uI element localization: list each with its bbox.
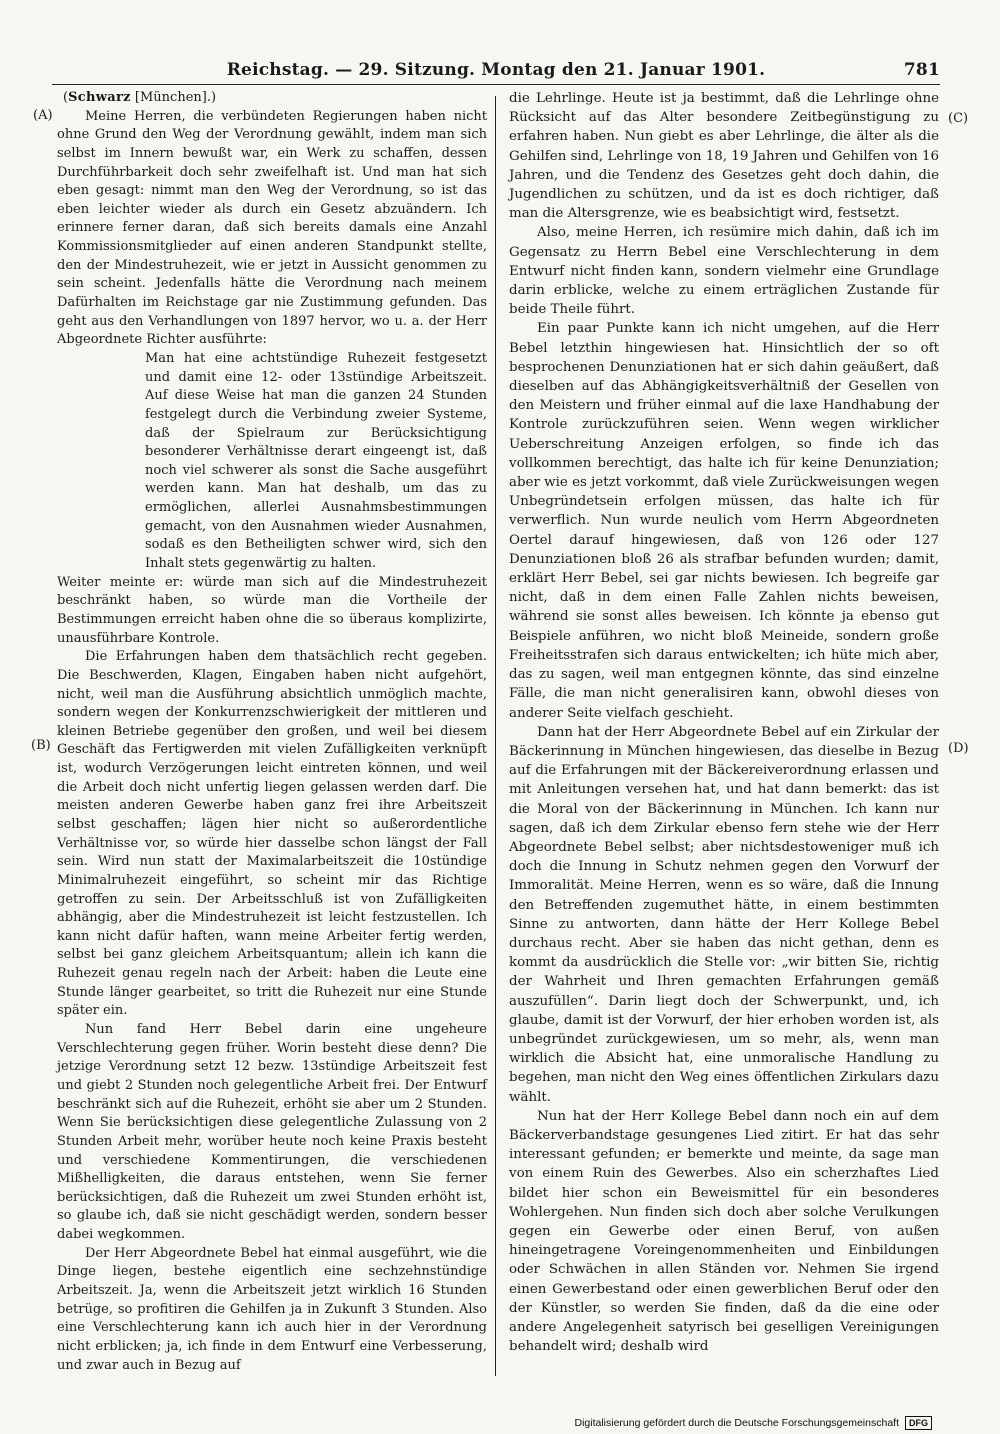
- paragraph: Der Herr Abgeordnete Bebel hat einmal ausgeführt, wie die Dinge liegen, bestehe eigentlich eine sechzehnstündige Arbeitszeit. Ja, wenn die Arbeitszeit jetzt wirklich 16 Stunden betrüge, so profitiren die Gehilfen ja in Zukunft 3 Stunden. Also eine Verschlechterung kann ich auch hier in der Verordnung nicht erblicken; ja, ich finde in dem Entwurf eine Verbesserung, und zwar auch in Bezug auf: [57, 1245, 487, 1373]
- paragraph: die Lehrlinge. Heute ist ja bestimmt, daß die Lehrlinge ohne Rücksicht auf das Alter besondere Zeitbegünstigung zu erfahren haben. Nun giebt es aber Lehrlinge, die älter als die Gehilfen sind, Lehrlinge von 18, 19 Jahren und Gehilfen von 16 Jahren, und die Tendenz des Gesetzes geht doch dahin, die Jugendlichen zu schützen, und da ist es doch richtiger, daß man die Altersgrenze, wie es beabsichtigt wird, festsetzt.: [509, 91, 939, 222]
- paragraph: Meine Herren, die verbündeten Regierungen haben nicht ohne Grund den Weg der Verordnung gewählt, indem man sich selbst im Innern bewußt war, ein Werk zu schaffen, dessen Durchführbarkeit doch sehr zweifelhaft ist. Und man hat sich eben gesagt: nimmt man den Weg der Verordnung, so ist das eben leichter wieder als durch ein Gesetz abzuändern. Ich erinnere ferner daran, daß sich bereits damals eine Anzahl Kommissionsmitglieder auf einen anderen Standpunkt stellte, den der Mindestruhezeit, wie er jetzt in Aussicht genommen zu sein scheint. Jedenfalls hätte die Verordnung nach meinem Dafürhalten im Reichstage gar nie Zustimmung gefunden. Das geht aus den Verhandlungen von 1897 hervor, wo u. a. der Herr Abgeordnete Richter ausführte:: [57, 108, 487, 348]
- header-title: Reichstag. — 29. Sitzung. Montag den 21. Januar 1901.: [226, 60, 766, 80]
- page-number: 781: [903, 60, 940, 80]
- left-column: [57, 89, 487, 1375]
- paragraph: Ein paar Punkte kann ich nicht umgehen, auf die Herr Bebel letzthin hingewiesen hat. Hinsichtlich der so oft besprochenen Denunziationen hat er sich dahin geäußert, daß dieselben auf das Abhängigkeitsverhältniß der Gesellen von den Meistern und früher einmal auf die laxe Handhabung der Kontrole zurückzuführen seien. Wenn wegen wirklicher Ueberschreitung Anzeigen erfolgen, so finde ich das vollkommen berechtigt, das halte ich für keine Denunziation; aber wie es jetzt vorkommt, daß viele Zurückweisungen wegen Unbegründetsein erfolgen müssen, das halte ich für verwerflich. Nun wurde neulich vom Herrn Abgeordneten Oertel darauf hingewiesen, daß von 126 oder 127 Denunziationen bloß 26 als strafbar befunden wurden; damit, erklärt Herr Bebel, sei gar nichts bewiesen. Ich begreife gar nicht, daß in dem einen Falle Zahlen nichts beweisen, während sie sonst alles beweisen. Ich könnte ja ebenso gut Beispiele anführen, wo nicht bloß Meineide, sondern große Freiheitsstrafen sich daraus entwickelten; ich hüte mich aber, das zu sagen, weil man entgegnen könnte, das sind einzelne Fälle, die man nicht generalisiren kann, obwohl dieses von anderer Seite vielfach geschieht.: [509, 321, 939, 721]
- paragraph: Nun fand Herr Bebel darin eine ungeheure Verschlechterung gegen früher. Worin besteht diese denn? Die jetzige Verordnung setzt 12 bezw. 13stündige Arbeitszeit fest und giebt 2 Stunden noch gelegentliche Arbeit frei. Der Entwurf beschränkt sich auf die Ruhezeit, erhöht sie aber um 2 Stunden. Wenn Sie berücksichtigen diese gelegentliche Zulassung von 2 Stunden Arbeit mehr, worüber heute noch keine Praxis besteht und verschiedene Kommentirungen, die verschiedenen Mißhelligkeiten, die daraus entstehen, wenn Sie ferner berücksichtigen, daß die Ruhezeit um zwei Stunden erhöht ist, so glaube ich, daß sie nicht geschädigt werden, sondern besser dabei wegkommen.: [57, 1022, 487, 1243]
- header-rule: [52, 84, 940, 85]
- footer-credit: Digitalisierung gefördert durch die Deutsche Forschungsgemeinschaft: [574, 1417, 899, 1429]
- paragraph: Dann hat der Herr Abgeordnete Bebel auf ein Zirkular der Bäckerinnung in München hingewiesen, das dieselbe in Bezug auf die Erfahrungen mit der Bäckereiverordnung erlassen und mit Anleitungen versehen hat, und hat dann bemerkt: das ist die Moral von der Bäckerinnung in München. Ich kann nur sagen, daß ich dem Zirkular ebenso fern stehe wie der Herr Abgeordnete Bebel selbst; aber nichtsdestoweniger muß ich doch die Innung in Schutz nehmen gegen den Vorwurf der Immoralität. Meine Herren, wenn es so wäre, daß die Innung den Betreffenden zugemuthet hätte, in einem bestimmten Sinne zu antworten, dann hätte der Herr Kollege Bebel durchaus recht. Aber sie haben das nicht gethan, denn es kommt da ausdrücklich die Stelle vor: „wir bitten Sie, richtig der Wahrheit und Ihren gemachten Erfahrungen gemäß auszufüllen“. Darin liegt doch der Schwerpunkt, und, ich glaube, damit ist der Vorwurf, der hier erhoben worden ist, als unbegründet zurückgewiesen, um so mehr, als, wenn man wirklich die Absicht hat, eine unmoralische Handlung zu begehen, man nicht den Weg eines öffentlichen Zirkulars dazu wählt.: [509, 724, 939, 1105]
- block-quote: Man hat eine achtstündige Ruhezeit festgesetzt und damit eine 12- oder 13stündige Arbeitszeit. Auf diese Weise hat man die ganzen 24 Stunden festgelegt durch die Verbindung zweier Systeme, daß der Spielraum zur Berücksichtigung besonderer Verhältnisse derart eingeengt ist, daß noch viel schwerer als sonst die Sache ausgeführt werden kann. Man hat deshalb, um das zu ermöglichen, allerlei Ausnahmsbestimmungen gemacht, von den Ausnahmen wieder Ausnahmen, sodaß es den Betheiligten schwer wird, sich den Inhalt stets gegenwärtig zu halten.: [145, 350, 487, 572]
- paragraph: Nun hat der Herr Kollege Bebel dann noch ein auf dem Bäckerverbandstage gesungenes Lied zitirt. Er hat das sehr interessant gefunden; er bemerkte und meinte, da sage man von einem Ruin des Gewerbes. Also ein scherzhaftes Lied bildet hier schon ein Beweismittel für ein besonderes Wohlergehen. Nun finden sich doch aber solche Verulkungen gegen ein Gewerbe oder einen Beruf, von außen hineingetragene Voreingenommenheiten und Einbildungen oder Schwächen in allen Ständen vor. Nehmen Sie irgend einen Gewerbestand oder einen gewerblichen Beruf oder den der Künstler, so werden Sie finden, daß da die eine oder andere Angelegenheit satyrisch bei geselligen Vereinigungen behandelt wird; deshalb wird: [509, 1108, 939, 1355]
- margin-mark-d: (D): [948, 741, 969, 756]
- margin-mark-a: (A): [33, 108, 53, 123]
- page-footer: [574, 1416, 932, 1430]
- margin-mark-c: (C): [948, 111, 969, 126]
- page-header: [52, 60, 940, 86]
- speaker-name: Schwarz: [68, 90, 131, 105]
- paragraph: Weiter meinte er: würde man sich auf die Mindestruhezeit beschränkt haben, so würde man die Vortheile der Bestimmungen erreicht haben ohne die so überaus komplizirte, unausführbare Kontrole.: [57, 574, 487, 646]
- speaker-place: [München].): [134, 90, 217, 105]
- paragraph: Also, meine Herren, ich resümire mich dahin, daß ich im Gegensatz zu Herrn Bebel eine Verschlechterung in dem Entwurf nicht finden kann, sondern vielmehr eine Grundlage darin erblicke, welche zu einem erträglichen Zustande für beide Theile führt.: [509, 225, 939, 318]
- dfg-logo: DFG: [905, 1416, 932, 1430]
- column-divider: [495, 96, 496, 1376]
- speaker-line: (Schwarz [München].): [63, 90, 217, 105]
- margin-mark-b: (B): [31, 738, 51, 753]
- paragraph: Die Erfahrungen haben dem thatsächlich recht gegeben. Die Beschwerden, Klagen, Eingaben haben nicht aufgehört, nicht, weil man die Ausführung absichtlich unmöglich machte, sondern wegen der Konkurrenzschwierigkeit der mittleren und kleinen Betriebe gegenüber den großen, und weil bei diesem Geschäft das Fertigwerden mit vielen Zufälligkeiten verknüpft ist, wodurch Verzögerungen leicht eintreten können, und weil die Arbeit doch nicht unfertig liegen gelassen werden darf. Die meisten anderen Gewerbe haben ganz frei ihre Arbeitszeit selbst geschaffen; lägen hier nicht so außerordentliche Verhältnisse vor, so würde hier dasselbe schon längst der Fall sein. Wird nun statt der Maximalarbeitszeit die 10stündige Minimalruhezeit eingeführt, so scheint mir das Richtige getroffen zu sein. Der Arbeitsschluß ist von Zufälligkeiten abhängig, aber die Mindestruhezeit ist leicht festzustellen. Ich kann nicht dafür haften, wann meine Arbeiter fertig werden, selbst bei ganz gleichem Arbeitsquantum; allein ich kann die Ruhezeit genau regeln nach der Arbeit: haben die Leute eine Stunde länger gearbeitet, so tritt die Ruhezeit nur eine Stunde später ein.: [57, 649, 487, 1019]
- right-column: [509, 89, 939, 1356]
